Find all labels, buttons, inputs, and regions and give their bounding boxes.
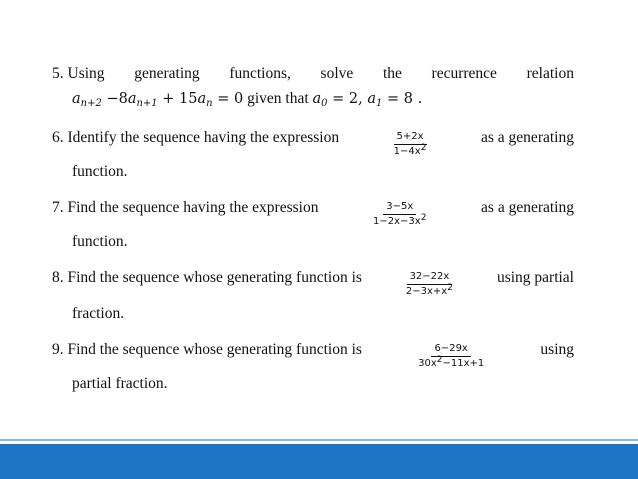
- generating-function-fraction: $\frac{32-22x}{2-3x+x^2}$: [405, 271, 453, 297]
- exercise-7-line-2: function.: [72, 233, 128, 250]
- word: solve: [320, 65, 354, 82]
- exercise-8-text-after: using partial: [496, 269, 574, 286]
- generating-function-fraction: $\frac{5+2x}{1-4x^2}$: [393, 131, 427, 157]
- exercise-9-line-1: [52, 340, 574, 373]
- exercise-5-line-1: [52, 64, 574, 84]
- exercise-6-line-2: function.: [72, 163, 128, 180]
- given-text: given that: [247, 90, 309, 107]
- generating-function-fraction: $\frac{3-5x}{1-2x-3x^2}$: [373, 201, 427, 227]
- exercise-9-text-after: using: [540, 341, 574, 358]
- exercise-8-line-2: fraction.: [72, 305, 125, 322]
- exercise-9-text: 9. Find the sequence whose generating function is: [52, 341, 362, 358]
- exercise-7-line-1: [52, 198, 574, 231]
- generating-function-fraction: $\frac{6-29x}{30x^2-11x+1}$: [418, 343, 485, 369]
- exercise-5-recurrence-equation: [72, 89, 574, 109]
- word: recurrence: [431, 65, 497, 82]
- exercise-5-number-and-word: 5. Using: [52, 65, 105, 82]
- exercise-8-line-1: [52, 268, 574, 301]
- footer-accent-line: [0, 439, 638, 441]
- word: relation: [526, 65, 574, 82]
- word: functions,: [229, 65, 291, 82]
- exercise-6-line-1: [52, 128, 574, 161]
- word: generating: [134, 65, 200, 82]
- exercise-6-text: 6. Identify the sequence having the expression: [52, 129, 340, 146]
- exercise-7-text: 7. Find the sequence having the expression: [52, 199, 319, 216]
- footer-bar: [0, 444, 638, 479]
- math-expression: $a_{n+2} -8a_{n+1} + 15a_n = 0$: [72, 91, 244, 109]
- initial-conditions: $a_0 = 2$, $a_1 = 8$ .: [312, 91, 423, 109]
- word: the: [382, 65, 402, 82]
- exercise-6-text-after: as a generating: [481, 129, 574, 146]
- exercise-7-text-after: as a generating: [481, 199, 574, 216]
- exercise-8-text: 8. Find the sequence whose generating function is: [52, 269, 362, 286]
- exercise-9-line-2: partial fraction.: [72, 375, 168, 392]
